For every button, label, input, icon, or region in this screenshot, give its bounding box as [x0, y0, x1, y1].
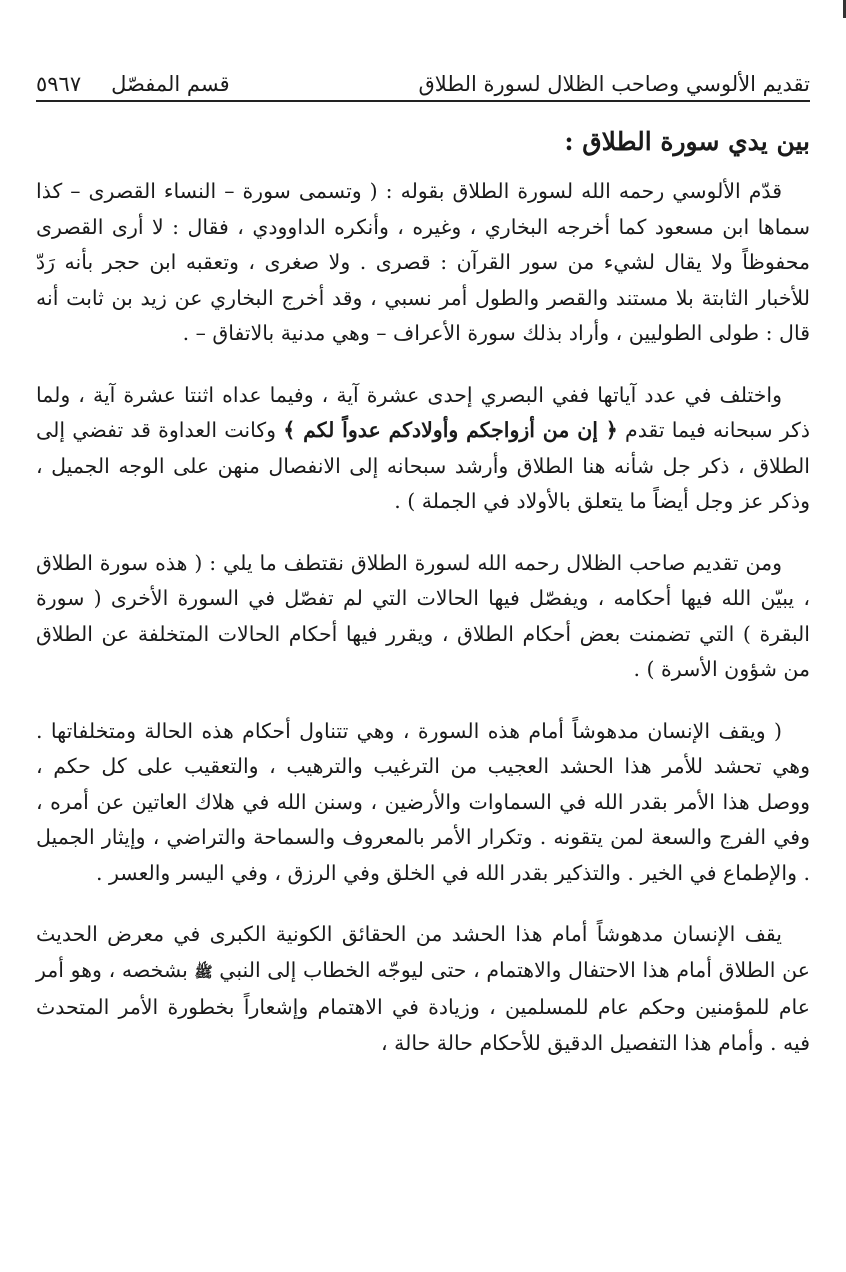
paragraph-zilal-intro: ومن تقديم صاحب الظلال رحمه الله لسورة الطلاق نقتطف ما يلي : ( هذه سورة الطلاق ، يبيّن الله فيها أحكامه ، ويفصّل فيها الحالات التي لم تفصّل في السورة الأخرى ( سورة البقرة ) التي تضمنت بعض أحكام الطلاق ، ويقرر فيها أحكام الحالات المتخلفة عن الطلاق من شؤون الأسرة ) . [36, 550, 810, 681]
paragraph-text: وكانت العداوة قد تفضي إلى الطلاق ، ذكر جل شأنه هنا الطلاق وأرشد سبحانه إلى الانفصال منهن على الوجه الجميل ، وذكر عز وجل أيضاً ما يتعلق بالأولاد في الجملة ) . [36, 418, 810, 513]
section-heading: بين يدي سورة الطلاق : [564, 127, 810, 156]
paragraph-zilal-prophet [36, 917, 810, 1061]
paragraph-zilal-wonder: ( ويقف الإنسان مدهوشاً أمام هذه السورة ، وهي تتناول أحكام هذه الحالة ومتخلفاتها . وهي تحشد للأمر هذا الحشد العجيب من الترغيب والترهيب ، والتعقيب على كل حكم ، ووصل هذا الأمر بقدر الله في السماوات والأرضين ، وسنن الله في هلاك العاتين عن أمره ، وفي الفرج والسعة لمن يتقونه . وتكرار الأمر بالمعروف والسماحة والتراضي ، وإيثار الجميل . والإطماع في الخير . والتذكير بقدر الله في الخلق وفي الرزق ، وفي اليسر والعسر . [36, 718, 810, 885]
header-left-group [36, 72, 230, 96]
running-header [36, 52, 810, 96]
paragraph-verse-count [36, 378, 810, 520]
page-body [36, 118, 810, 1075]
salawat-ligature: ﷺ [194, 962, 213, 981]
paragraph-text: بشخصه ، وهو أمر عام للمؤمنين وحكم عام للمسلمين ، وزيادة في الاهتمام وإشعاراً بخطورة الأمر المتحدث فيه . وأمام هذا التفصيل الدقيق للأحكام حالة حالة ، [36, 957, 810, 1055]
paragraph-alusi-intro: قدّم الألوسي رحمه الله لسورة الطلاق بقوله : ( وتسمى سورة – النساء القصرى – كذا سماها ابن مسعود كما أخرجه البخاري ، وغيره ، وأنكره الداوودي ، فقال : لا أرى القصرى محفوظاً ولا يقال لشيء من سور القرآن : قصرى . ولا صغرى ، وتعقبه ابن حجر بأنه رَدّ للأخبار الثابتة بلا مستند والقصر والطول أمر نسبي ، وقد أخرج البخاري عن زيد بن ثابت أنه قال : طولى الطوليين ، وأراد بذلك سورة الأعراف – وهي مدنية بالاتفاق – . [36, 179, 810, 345]
paragraph-text: واختلف في عدد آياتها ففي البصري إحدى عشرة آية ، وفيما عداه اثنتا عشرة آية ، ولما ذكر سبحانه فيما تقدم [36, 382, 810, 442]
header-section: قسم المفصّل [111, 72, 230, 96]
header-title: تقديم الألوسي وصاحب الظلال لسورة الطلاق [418, 72, 810, 96]
page-number: ٥٩٦٧ [36, 72, 82, 96]
paragraph-text: يقف الإنسان مدهوشاً أمام هذا الحشد من الحقائق الكونية الكبرى في معرض الحديث عن الطلاق أمام هذا الاحتفال والاهتمام ، حتى ليوجّه الخطاب إلى النبي [36, 922, 810, 982]
quran-quote: ﴿ إن من أزواجكم وأولادكم عدواً لكم ﴾ [283, 418, 618, 442]
header-divider [36, 100, 810, 102]
